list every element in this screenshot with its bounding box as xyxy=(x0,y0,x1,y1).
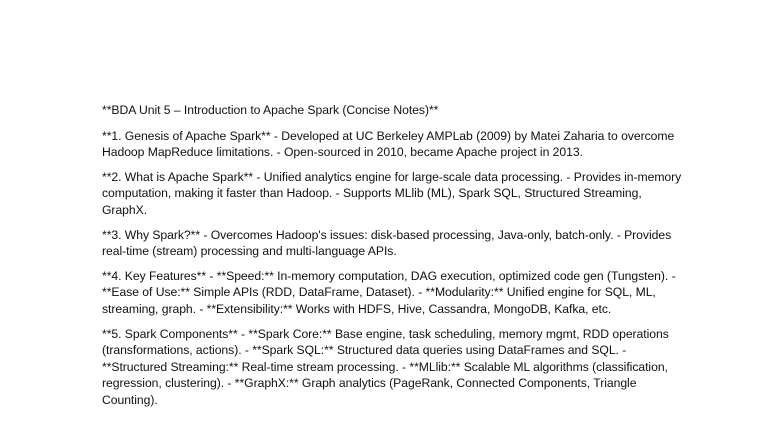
document-title: **BDA Unit 5 – Introduction to Apache Spark (Concise Notes)** xyxy=(102,103,439,117)
section-spark-components: **5. Spark Components** - **Spark Core:** Base engine, task scheduling, memory mgmt, RDD operations (transformations, actions). - **Spark SQL:** Structured data queries using DataFrames and SQL. - **Structured Streaming:** Real-time stream processing. - **MLlib:** Scalable ML algorithms (classification, regression, clustering). - **GraphX:** Graph analytics (PageRank, Connected Components, Triangle Counting). xyxy=(102,326,669,407)
section-what-is-spark: **2. What is Apache Spark** - Unified analytics engine for large-scale data processing. - Provides in-memory computation, making it faster than Hadoop. - Supports MLlib (ML), Spark SQL, Structured Streaming, GraphX. xyxy=(102,169,682,217)
document-page xyxy=(102,102,682,417)
section-genesis: **1. Genesis of Apache Spark** - Developed at UC Berkeley AMPLab (2009) by Matei Zaharia to overcome Hadoop MapReduce limitations. - Open-sourced in 2010, became Apache project in 2013. xyxy=(102,128,675,160)
section-key-features: **4. Key Features** - **Speed:** In-memory computation, DAG execution, optimized code gen (Tungsten). - **Ease of Use:** Simple APIs (RDD, DataFrame, Dataset). - **Modularity:** Unified engine for SQL, ML, streaming, graph. - **Extensibility:** Works with HDFS, Hive, Cassandra, MongoDB, Kafka, etc. xyxy=(102,268,676,316)
section-why-spark: **3. Why Spark?** - Overcomes Hadoop's issues: disk-based processing, Java-only, batch-only. - Provides real-time (stream) processing and multi-language APIs. xyxy=(102,227,672,259)
